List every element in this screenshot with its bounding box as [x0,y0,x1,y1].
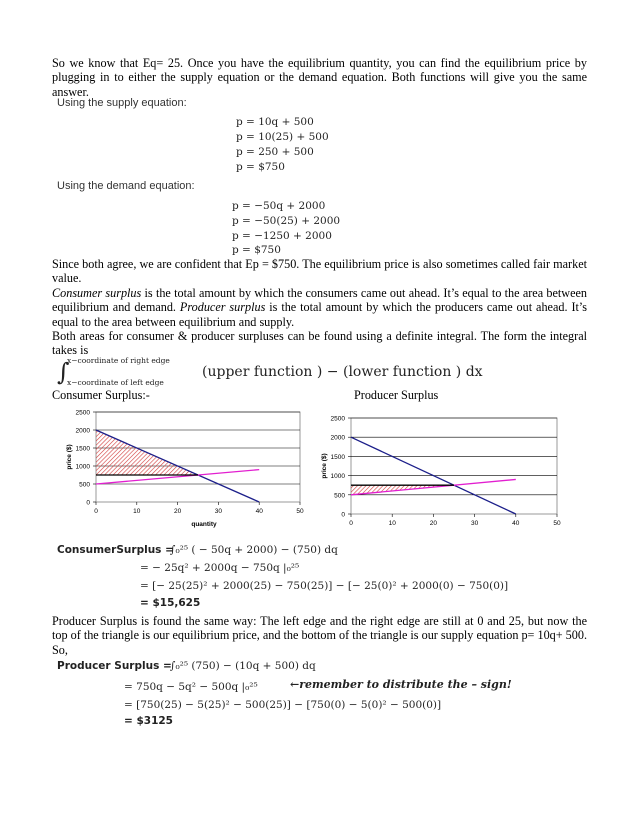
y-tick-label: 500 [79,481,90,489]
integral-body: (upper function ) − (lower function ) dx [202,364,483,380]
y-tick-label: 0 [86,499,90,507]
supply-step: p = 10q + 500 [236,116,314,128]
producer-surplus-term: Producer surplus [179,300,266,315]
y-tick-label: 1500 [330,453,345,461]
consumer-calc-line: ∫₀²⁵ ( − 50q + 2000) − (750) dq [170,544,338,556]
x-tick-label: 10 [388,520,396,527]
supply-step: p = 10(25) + 500 [236,131,329,143]
producer-chart-label: Producer Surplus [354,388,439,402]
consumer-surplus-term: Consumer surplus [52,286,142,300]
plot-area [351,418,557,514]
x-tick-label: 30 [470,520,479,527]
y-tick-label: 2500 [330,415,345,423]
y-tick-label: 500 [334,492,345,500]
distribute-sign-note: ←remember to distribute the – sign! [290,678,512,691]
integral-sign-icon: ∫ [57,358,70,386]
x-tick-label: 10 [133,508,141,515]
x-tick-label: 20 [173,508,182,515]
x-tick-label: 40 [255,508,263,515]
y-tick-label: 2000 [75,427,90,435]
demand-step: p = −50(25) + 2000 [232,215,341,227]
y-tick-label: 0 [341,511,345,519]
producer-surplus-chart [314,410,570,534]
y-tick-label: 1500 [75,445,90,453]
consumer-calc-line: = [− 25(25)² + 2000(25) − 750(25)] − [− 25(0)² + 2000(0) − 750(0)] [140,580,509,592]
consumer-chart-label: Consumer Surplus:- [52,388,150,402]
demand-step: p = $750 [232,244,281,256]
consumer-surplus-result: = $15,625 [140,597,201,609]
x-tick-label: 20 [429,520,438,527]
integral-upper-limit: x−coordinate of right edge [67,356,170,365]
x-tick-label: 50 [553,520,561,527]
x-tick-label: 0 [349,520,353,527]
x-axis-label: quantity [191,521,217,528]
consumer-surplus-chart [52,404,308,538]
x-tick-label: 0 [94,508,98,515]
producer-calc-line: = [750(25) − 5(25)² − 500(25)] − [750(0) − 5(0)² − 500(0)] [124,699,442,711]
demand-step: p = −50q + 2000 [232,200,326,212]
consumer-calc-label: ConsumerSurplus = [57,544,174,556]
consumer-calc-line: = − 25q² + 2000q − 750q |₀²⁵ [140,562,300,574]
y-tick-label: 1000 [75,463,90,471]
demand-step: p = −1250 + 2000 [232,230,332,242]
surplus-definition-paragraph [52,286,587,329]
y-tick-label: 2000 [330,434,345,442]
agreement-paragraph: Since both agree, we are confident that Ep = $750. The equilibrium price is also sometimes called fair market value. [52,257,587,286]
demand-heading: Using the demand equation: [57,180,195,192]
intro-paragraph: So we know that Eq= 25. Once you have the equilibrium quantity, you can find the equilibrium price by plugging in to either the supply equation or the demand equation. Both functions will give you the same answer. [52,56,587,99]
producer-calc-line: ∫₀²⁵ (750) − (10q + 500) dq [170,660,316,672]
y-axis-label: price ($) [321,453,328,479]
supply-step: p = 250 + 500 [236,146,314,158]
integral-intro-paragraph: Both areas for consumer & producer surpluses can be found using a definite integral. The form the integral takes is [52,329,587,358]
producer-calc-label: Producer Surplus = [57,660,172,672]
supply-heading: Using the supply equation: [57,97,187,109]
y-tick-label: 1000 [330,473,345,481]
x-tick-label: 30 [214,508,223,515]
producer-surplus-result: = $3125 [124,715,173,727]
x-tick-label: 40 [512,520,520,527]
consumer-surplus-svg [52,404,308,538]
supply-step: p = $750 [236,161,285,173]
producer-surplus-svg [314,410,570,534]
y-axis-label: price ($) [66,444,73,470]
consumer-surplus-definition: is the total amount by which the consumers came out ahead. It’s equal to the area between equilibrium and demand. [52,286,587,315]
producer-calc-line: = 750q − 5q² − 500q |₀²⁵ [124,681,258,693]
producer-surplus-paragraph: Producer Surplus is found the same way: The left edge and the right edge are still at 0 and 25, but now the top of the triangle is our equilibrium price, and the bottom of the triangle is our supply equation p= 10q+ 500. So, [52,614,588,657]
producer-surplus-definition: is the total amount by which the producers came out ahead. It’s equal to the area between equilibrium and supply. [52,300,588,329]
integral-lower-limit: x−coordinate of left edge [67,378,164,387]
y-tick-label: 2500 [75,409,90,417]
x-tick-label: 50 [296,508,304,515]
